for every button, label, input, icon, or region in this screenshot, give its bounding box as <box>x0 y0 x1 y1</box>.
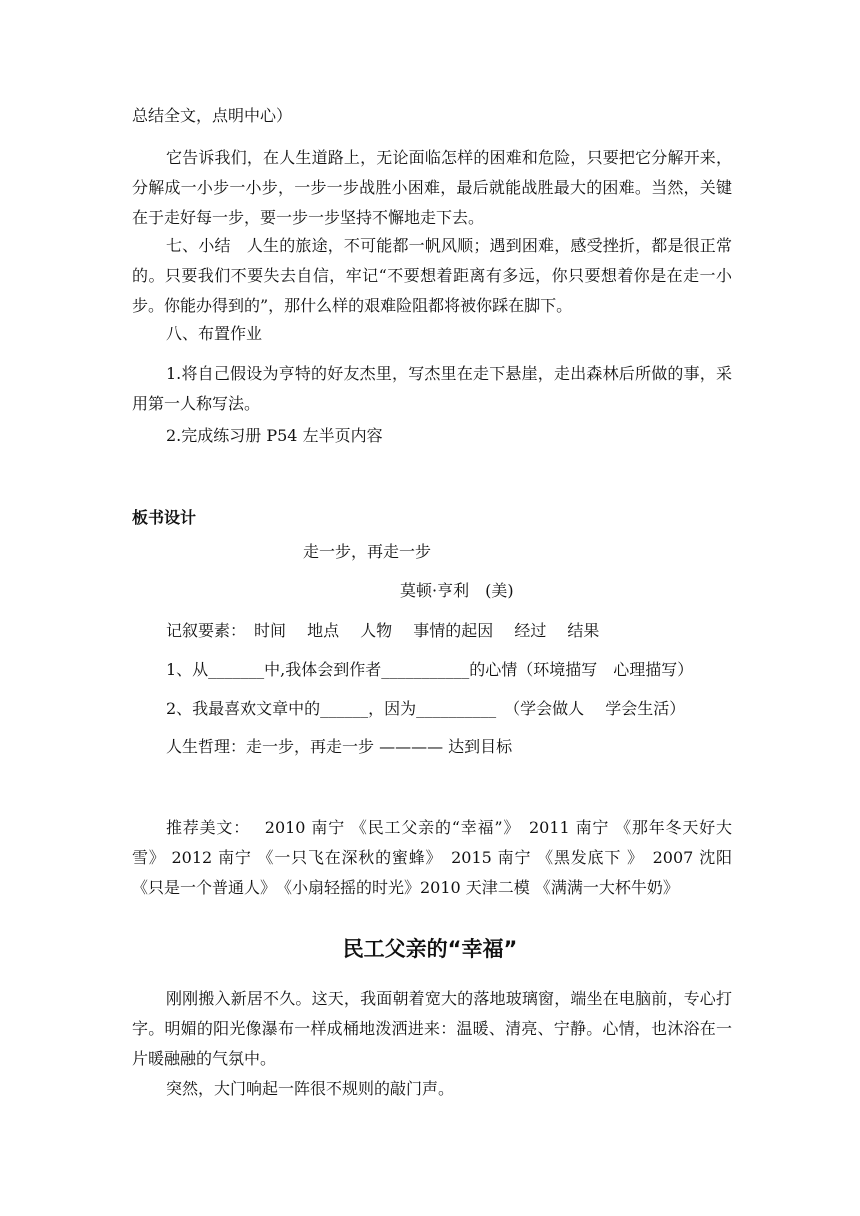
board-line-1: 1、从_______中,我体会到作者___________的心情（环境描写 心理描写） <box>166 660 694 679</box>
paragraph-homework-1: 1.将自己假设为亨特的好友杰里，写杰里在走下悬崖，走出森林后所做的事，采用第一人称写法。 <box>132 364 732 413</box>
paragraph-homework-2: 2.完成练习册 P54 左半页内容 <box>166 426 383 445</box>
paragraph-conclusion: 七、小结 人生的旅途，不可能都一帆风顺；遇到困难，感受挫折，都是很正常的。只要我们不要失去自信，牢记“不要想着距离有多远，你只要想着你是在走一小 步。你能办得到的”，那什么样的艰难险阻都将被你踩在脚下。 <box>132 236 732 315</box>
article-paragraph-2: 突然，大门响起一阵很不规则的敲门声。 <box>166 1079 455 1098</box>
board-line-2: 2、我最喜欢文章中的______，因为__________ （学会做人 学会生活） <box>166 699 686 718</box>
board-title: 走一步，再走一步 <box>303 542 432 561</box>
board-author: 莫顿·亨利 (美) <box>400 581 514 600</box>
article-paragraph-1: 刚刚搬入新居不久。这天，我面朝着宽大的落地玻璃窗，端坐在电脑前，专心打字。明媚的阳光像瀑布一样成桶地泼洒进来：温暖、清亮、宁静。心情，也沐浴在一片暖融融的气氛中。 <box>132 989 732 1068</box>
board-narrative-elements: 记叙要素： 时间 地点 人物 事情的起因 经过 结果 <box>166 621 600 640</box>
recommended-reading: 推荐美文： 2010 南宁 《民工父亲的“幸福”》 2011 南宁 《那年冬天好大雪》 2012 南宁 《一只飞在深秋的蜜蜂》 2015 南宁 《黑发底下 》 2007 沈阳 《只是一个普通人》 《小扇轻摇的时光》2010 天津二模 《满满一大杯牛奶》 <box>132 818 732 897</box>
article-title: 民工父亲的“幸福” <box>342 937 518 961</box>
board-life-philosophy: 人生哲理：走一步，再走一步 ———— 达到目标 <box>166 737 513 756</box>
paragraph-summary: 总结全文，点明中心） <box>132 106 293 125</box>
board-design-heading: 板书设计 <box>132 508 197 527</box>
paragraph-lesson: 它告诉我们，在人生道路上，无论面临怎样的困难和危险，只要把它分解开来，分解成一小步一小步，一步一步战胜小困难，最后就能战胜最大的困难。当然，关键在于走好每一步，要一步一步坚持不懈地走下去。 <box>132 148 732 227</box>
paragraph-homework-heading: 八、布置作业 <box>166 324 263 343</box>
